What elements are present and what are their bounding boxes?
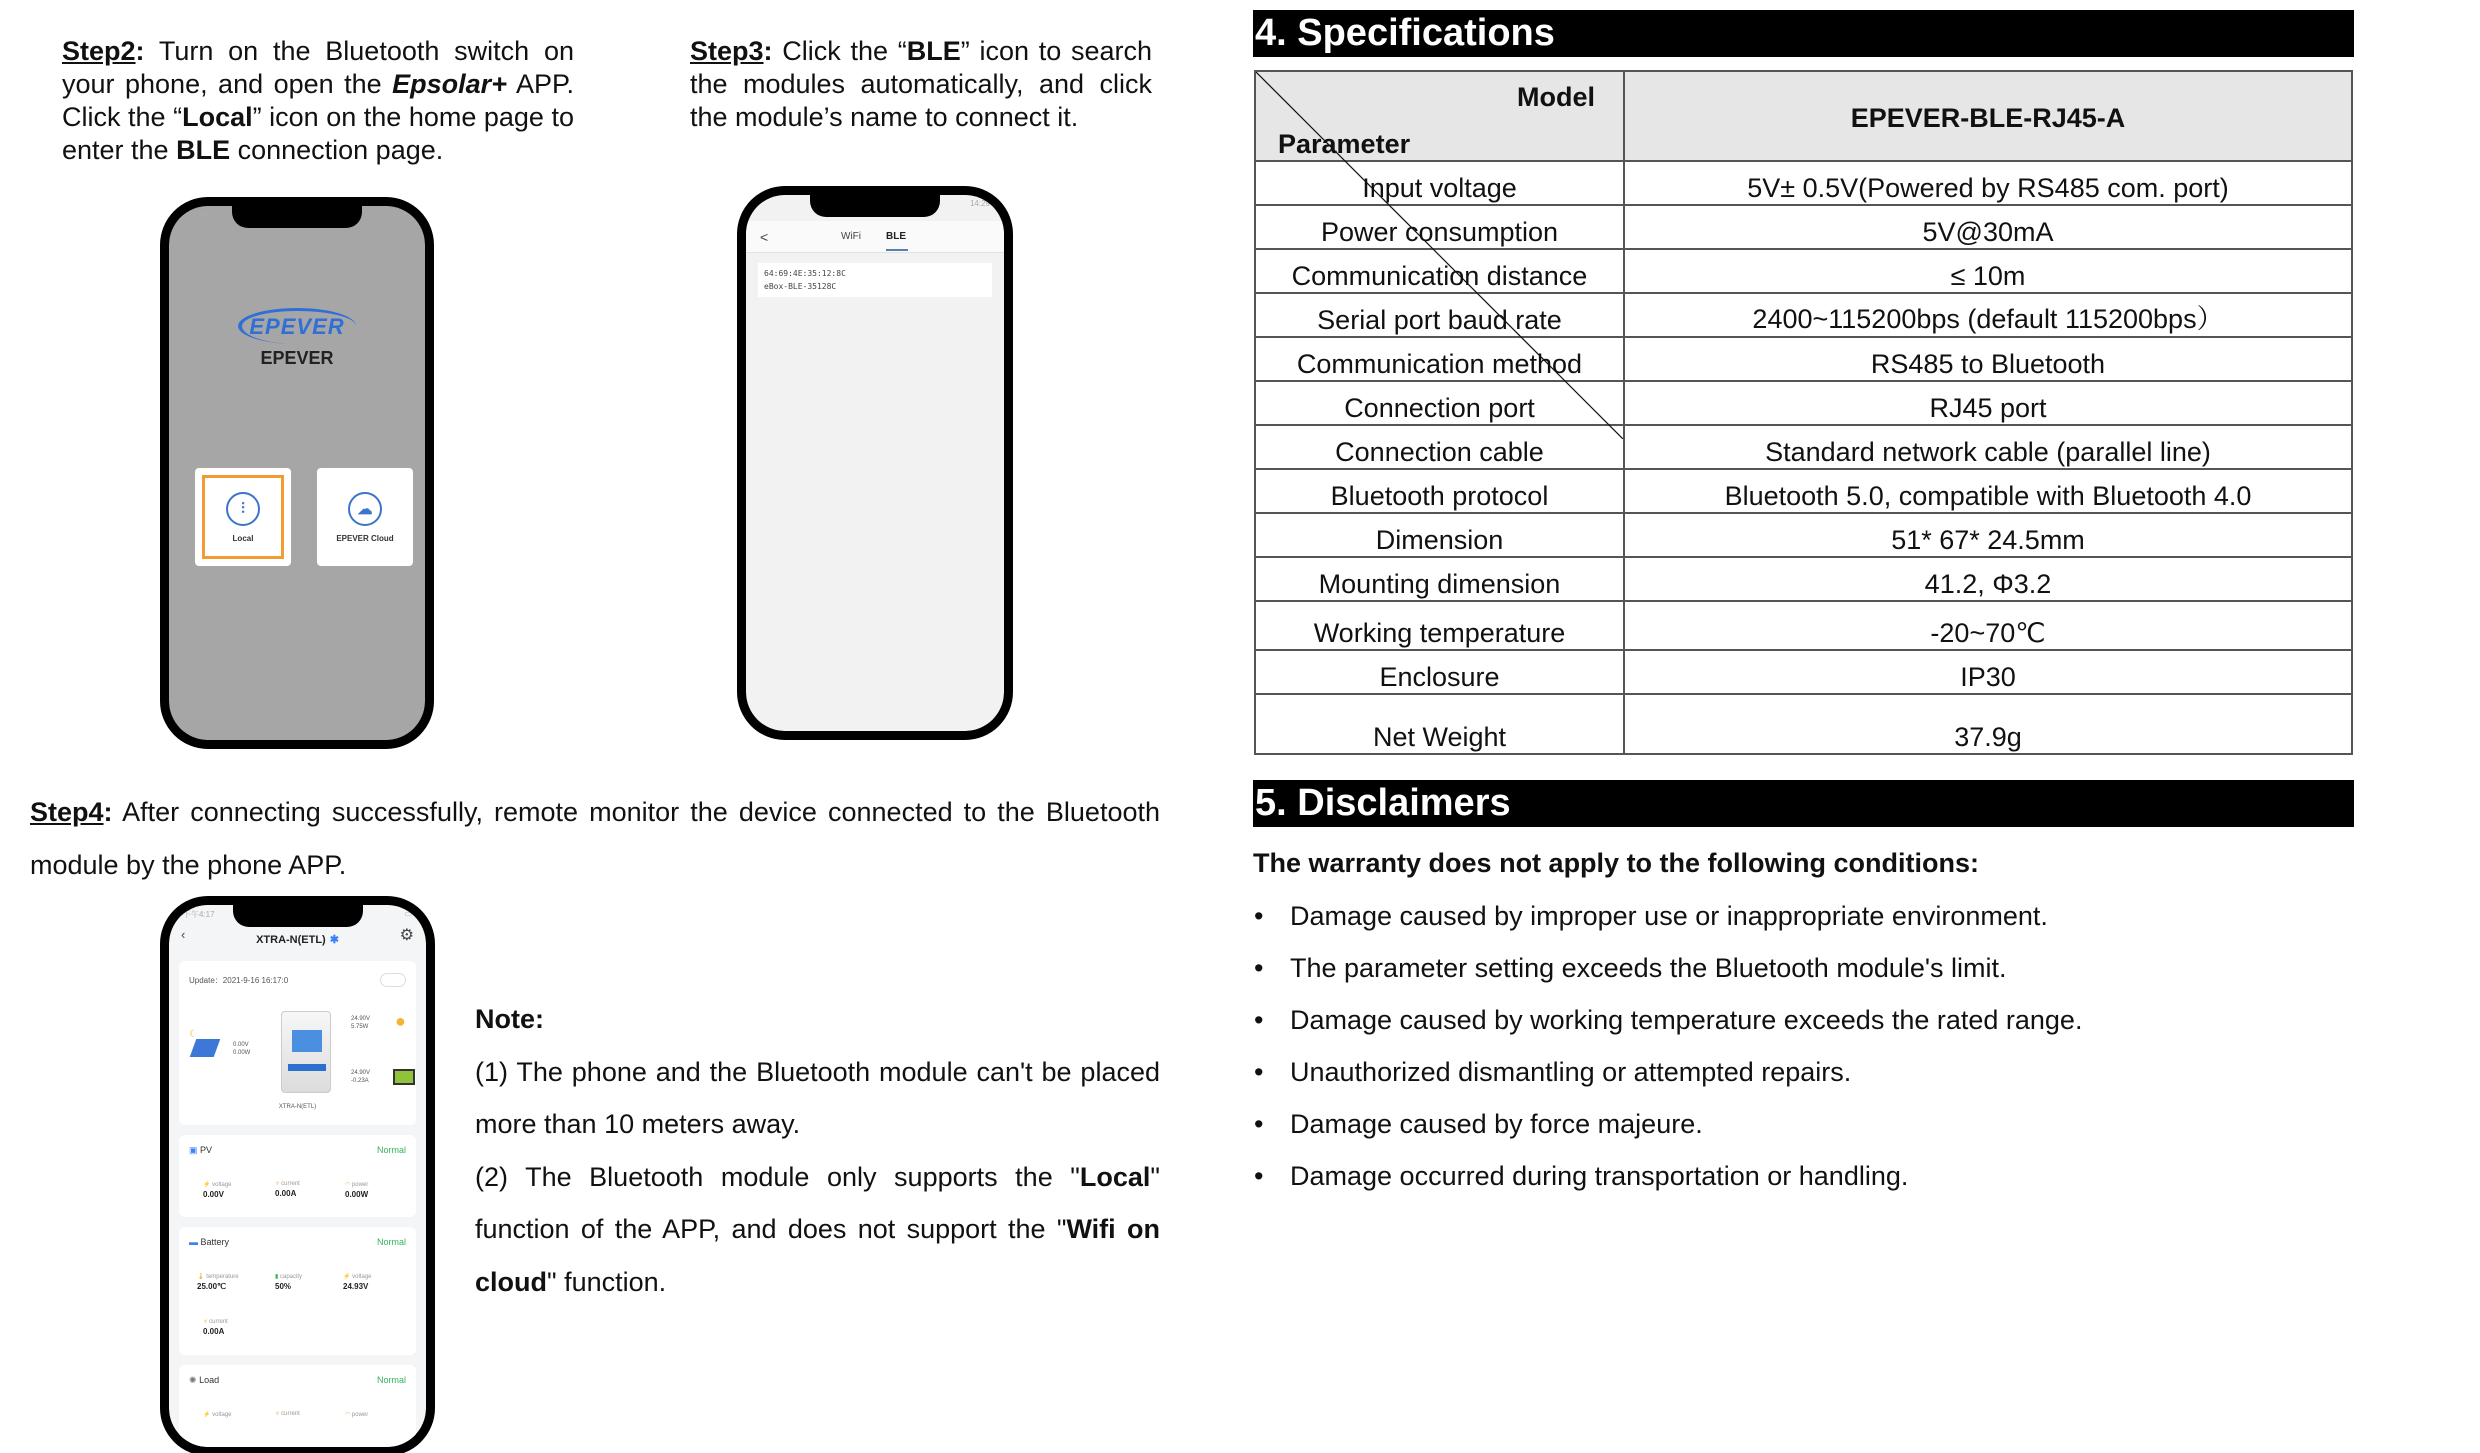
battery-section-icon: ▬	[189, 1237, 198, 1247]
diagonal-header-cell	[1255, 71, 1624, 161]
spec-value: Bluetooth 5.0, compatible with Bluetooth 4.0	[1624, 469, 2352, 513]
spec-value: 5V@30mA	[1624, 205, 2352, 249]
spec-value: Standard network cable (parallel line)	[1624, 425, 2352, 469]
spec-param: Net Weight	[1255, 694, 1624, 754]
step3-label: Step3	[690, 36, 764, 66]
epever-logo: EPEVER	[249, 314, 345, 339]
load-card[interactable]: ✺ Load Normal ⚡ voltage ♅ current ◠ power	[179, 1365, 416, 1447]
spec-value: RJ45 port	[1624, 381, 2352, 425]
cloud-icon: ☁	[348, 492, 382, 526]
pv-card[interactable]: ▣ PV Normal ⚡ voltage 0.00V ♅ current 0.00A ◠ power 0.00W	[179, 1135, 416, 1217]
active-tab-indicator	[886, 249, 908, 251]
battery-icon: ▭	[403, 210, 411, 219]
spec-header-row	[1255, 71, 2352, 161]
spec-param: Input voltage	[1255, 161, 1624, 205]
spec-param: Bluetooth protocol	[1255, 469, 1624, 513]
spec-row	[1255, 513, 2352, 557]
warranty-intro: The warranty does not apply to the following conditions:	[1253, 848, 1980, 878]
spec-row	[1255, 694, 2352, 754]
controller-label: XTRA-N(ETL)	[278, 1104, 317, 1110]
spec-value: 37.9g	[1624, 694, 2352, 754]
spec-param: Power consumption	[1255, 205, 1624, 249]
spec-value: 2400~115200bps (default 115200bps）	[1624, 293, 2352, 337]
spec-value: 41.2, Φ3.2	[1624, 557, 2352, 601]
spec-param: Connection port	[1255, 381, 1624, 425]
disclaimer-item: • The parameter setting exceeds the Bluetooth module's limit.	[1253, 952, 2082, 1004]
disclaimer-item: • Damage caused by working temperature exceeds the rated range.	[1253, 1004, 2082, 1056]
bulb-icon: ●	[395, 1011, 406, 1031]
back-icon[interactable]: ‹	[181, 927, 186, 942]
spec-value: 5V± 0.5V(Powered by RS485 com. port)	[1624, 161, 2352, 205]
controller-image	[281, 1011, 331, 1093]
spec-value: -20~70℃	[1624, 601, 2352, 650]
spec-row	[1255, 557, 2352, 601]
spec-value: IP30	[1624, 650, 2352, 694]
step4-text: Step4: After connecting successfully, remote monitor the device connected to the Bluetooth module by the phone APP.	[30, 797, 1160, 880]
brand-label: EPEVER	[260, 348, 334, 368]
local-tile[interactable]: ⫶ Local	[195, 468, 291, 566]
model-name: EPEVER-BLE-RJ45-A	[1624, 71, 2352, 161]
auto-refresh-toggle[interactable]	[380, 973, 406, 987]
spec-value: 51* 67* 24.5mm	[1624, 513, 2352, 557]
load-icon: ✺	[189, 1375, 197, 1385]
moon-icon: ☾	[189, 1029, 198, 1040]
spec-param: Enclosure	[1255, 650, 1624, 694]
phone-home-screen	[160, 197, 434, 749]
disclaimer-item: • Damage occurred during transportation or handling.	[1253, 1160, 2082, 1212]
diagonal-line	[1256, 72, 1623, 439]
bluetooth-icon: ✱	[329, 934, 339, 946]
spec-value: ≤ 10m	[1624, 249, 2352, 293]
device-name: eBox-BLE-35128C	[764, 282, 837, 291]
disclaimer-item: • Unauthorized dismantling or attempted repairs.	[1253, 1056, 2082, 1108]
epever-cloud-tile[interactable]: ☁ EPEVER Cloud	[317, 468, 413, 566]
header-model: Model	[1517, 82, 1595, 112]
disclaimers-heading: 5. Disclaimers	[1253, 780, 2354, 827]
update-time: Update：2021-9-16 16:17:0	[189, 976, 289, 985]
phone-notch	[810, 195, 940, 217]
overview-card: Update：2021-9-16 16:17:0 ☾ 0.00V 0.00W 24.90V 5.75W ● 24.90V -0.23A XTRA-N(ETL)	[179, 961, 416, 1125]
spec-param: Serial port baud rate	[1255, 293, 1624, 337]
device-mac: 64:69:4E:35:12:8C	[764, 269, 846, 278]
spec-row	[1255, 650, 2352, 694]
spec-param: Communication distance	[1255, 249, 1624, 293]
tab-ble[interactable]: BLE	[886, 231, 906, 242]
step2-label: Step2	[62, 36, 136, 66]
battery-card[interactable]: ▬ Battery Normal 🌡 temperature 25.00℃ ▮ capacity 50% ⚡ voltage 24.93V ♅ current 0.00A	[179, 1227, 416, 1355]
app-name: Epsolar+	[392, 69, 507, 99]
phone-notch	[233, 905, 363, 927]
disclaimer-item: • Damage caused by improper use or inappropriate environment.	[1253, 900, 2082, 952]
battery-icon: ▭	[404, 909, 412, 918]
status-bar: 14:29	[969, 199, 990, 208]
phone-ble-screen	[737, 186, 1013, 740]
step4-label: Step4	[30, 797, 104, 827]
header-parameter: Parameter	[1278, 129, 1411, 159]
spec-value: RS485 to Bluetooth	[1624, 337, 2352, 381]
sliders-icon: ⫶	[226, 492, 260, 526]
phone-notch	[232, 206, 362, 228]
note-item-2: (2) The Bluetooth module only supports the "Local" function of the APP, and does not support the "Wifi on cloud" function.	[475, 1161, 1160, 1297]
note-block	[475, 993, 1160, 1308]
spec-row	[1255, 469, 2352, 513]
device-title: XTRA-N(ETL) ✱	[256, 934, 339, 946]
spec-param: Dimension	[1255, 513, 1624, 557]
gear-icon[interactable]: ⚙	[399, 927, 414, 944]
status-bar: 上午9:02 ▭	[183, 210, 411, 224]
connection-header	[746, 221, 1004, 253]
spec-table	[1254, 70, 2353, 755]
note-item-1: (1) The phone and the Bluetooth module can't be placed more than 10 meters away.	[475, 1056, 1160, 1139]
spec-param: Connection cable	[1255, 425, 1624, 469]
specifications-heading: 4. Specifications	[1253, 10, 2354, 57]
spec-param: Communication method	[1255, 337, 1624, 381]
spec-param: Mounting dimension	[1255, 557, 1624, 601]
note-title: Note:	[475, 1004, 544, 1034]
disclaimer-list	[1253, 900, 2082, 1212]
phone-monitor-screen	[160, 896, 435, 1453]
step3-text: Step3: Click the “BLE” icon to search the modules automatically, and click the module’s name to connect it.	[690, 36, 1152, 132]
battery-image-icon	[393, 1069, 415, 1085]
step2-text: Step2: Turn on the Bluetooth switch on your phone, and open the Epsolar+ APP. Click the “Local” icon on the home page to enter the BLE connection page.	[62, 36, 575, 165]
solar-panel-icon	[190, 1039, 221, 1057]
status-bar: 下午4:17 ▭	[183, 909, 412, 923]
ble-device-item[interactable]	[758, 263, 992, 297]
spec-param: Working temperature	[1255, 601, 1624, 650]
spec-row	[1255, 601, 2352, 650]
disclaimer-item: • Damage caused by force majeure.	[1253, 1108, 2082, 1160]
pv-icon: ▣	[189, 1145, 198, 1155]
tab-wifi[interactable]: WiFi	[841, 231, 861, 242]
back-icon[interactable]: <	[760, 229, 769, 245]
